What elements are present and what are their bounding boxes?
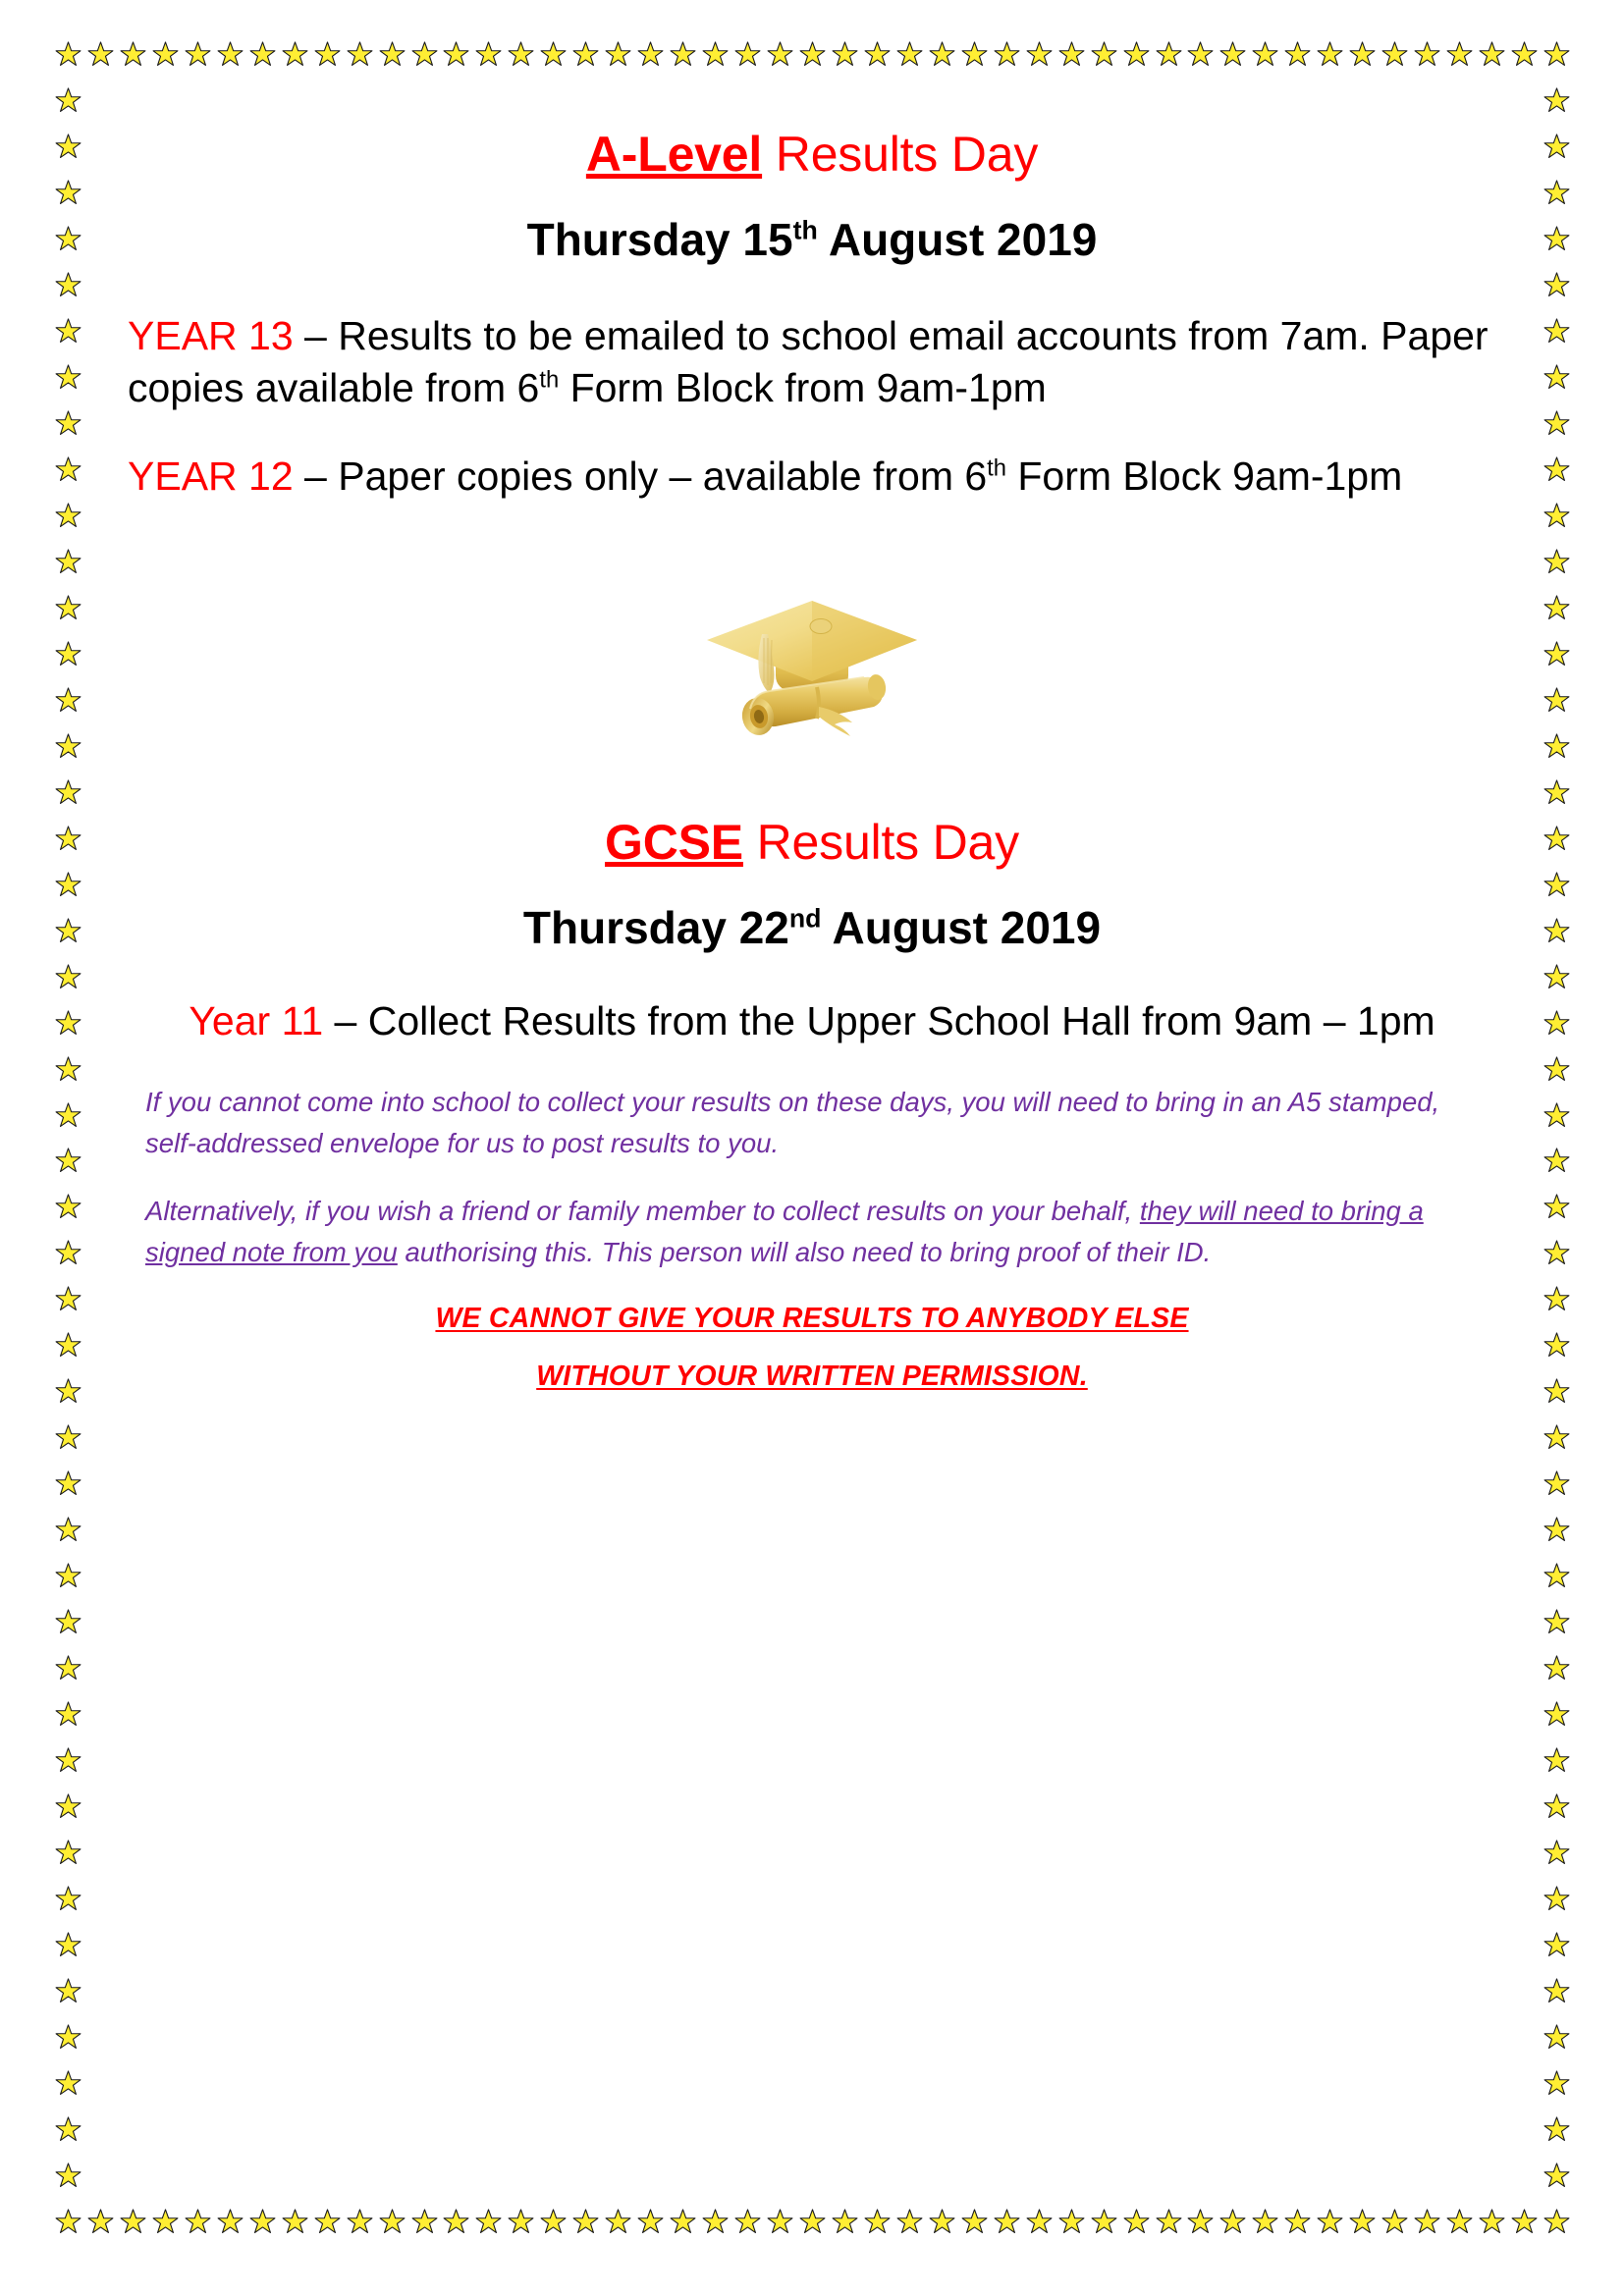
star-icon-left (55, 1701, 81, 1727)
star-icon-bottom (1543, 2209, 1570, 2234)
star-icon-left (55, 1470, 81, 1496)
star-icon-left (55, 226, 81, 251)
star-icon-bottom (605, 2209, 631, 2234)
star-icon-bottom (1156, 2209, 1182, 2234)
year11-paragraph (128, 994, 1496, 1048)
gcse-date-prefix: Thursday 22 (522, 902, 789, 954)
star-icon-bottom (1414, 2209, 1440, 2234)
star-icon-right (1543, 1840, 1570, 1865)
star-icon-right (1543, 1932, 1570, 1957)
star-icon-bottom (1058, 2209, 1085, 2234)
star-icon-right (1543, 2116, 1570, 2142)
star-icon-top (864, 41, 891, 67)
year13-text-part1: – Results to be emailed to school email accounts from 7am. Paper copies available from 6 (128, 313, 1489, 411)
star-icon-top (282, 41, 308, 67)
star-icon-top (314, 41, 341, 67)
star-icon-left (55, 872, 81, 897)
star-icon-left (55, 595, 81, 620)
star-icon-top (1317, 41, 1343, 67)
star-icon-top (1479, 41, 1505, 67)
star-icon-left (55, 2070, 81, 2096)
gcse-date-rest: August 2019 (821, 902, 1102, 954)
star-icon-bottom (702, 2209, 729, 2234)
star-icon-right (1543, 779, 1570, 805)
note-proxy-part2: authorising this. This person will also need to bring proof of their ID. (397, 1237, 1212, 1268)
gcse-heading-underlined: GCSE (605, 815, 743, 871)
star-icon-bottom (1349, 2209, 1376, 2234)
star-icon-bottom (475, 2209, 502, 2234)
star-icon-top (929, 41, 955, 67)
star-icon-top (1156, 41, 1182, 67)
star-icon-bottom (1446, 2209, 1473, 2234)
star-icon-right (1543, 733, 1570, 759)
star-icon-left (55, 826, 81, 851)
star-icon-left (55, 1932, 81, 1957)
star-icon-top (217, 41, 244, 67)
star-icon-right (1543, 1424, 1570, 1450)
year12-label: YEAR 12 (128, 453, 294, 499)
star-icon-right (1543, 1378, 1570, 1404)
star-icon-left (55, 964, 81, 989)
alevel-heading-underlined: A-Level (585, 127, 763, 182)
star-icon-bottom (929, 2209, 955, 2234)
star-icon-left (55, 1655, 81, 1681)
star-icon-right (1543, 1747, 1570, 1773)
star-icon-top (832, 41, 858, 67)
star-icon-left (55, 1563, 81, 1588)
star-icon-bottom (961, 2209, 988, 2234)
star-icon-bottom (832, 2209, 858, 2234)
star-icon-right (1543, 1655, 1570, 1681)
star-icon-top (1187, 41, 1214, 67)
star-icon-top (1349, 41, 1376, 67)
star-icon-left (55, 733, 81, 759)
warning-line-2: WITHOUT YOUR WRITTEN PERMISSION. (536, 1360, 1088, 1392)
star-icon-right (1543, 1563, 1570, 1588)
star-icon-bottom (217, 2209, 244, 2234)
star-icon-bottom (120, 2209, 146, 2234)
star-icon-left (55, 1424, 81, 1450)
star-icon-left (55, 2024, 81, 2050)
star-icon-right (1543, 2024, 1570, 2050)
star-icon-top (443, 41, 469, 67)
warning-section (128, 1303, 1496, 1393)
star-icon-right (1543, 1886, 1570, 1911)
star-icon-right (1543, 272, 1570, 297)
star-icon-top (637, 41, 664, 67)
star-icon-left (55, 410, 81, 436)
star-icon-top (605, 41, 631, 67)
star-icon-bottom (734, 2209, 761, 2234)
year11-text: – Collect Results from the Upper School Hall from 9am – 1pm (323, 998, 1435, 1044)
star-icon-bottom (864, 2209, 891, 2234)
star-icon-left (55, 1102, 81, 1128)
star-icon-top (1381, 41, 1408, 67)
star-icon-left (55, 1609, 81, 1634)
star-icon-bottom (896, 2209, 923, 2234)
star-icon-top (55, 41, 81, 67)
star-icon-left (55, 1056, 81, 1082)
poster-content (128, 94, 1496, 1393)
star-icon-right (1543, 133, 1570, 159)
star-icon-top (87, 41, 114, 67)
star-icon-right (1543, 2163, 1570, 2188)
star-icon-bottom (87, 2209, 114, 2234)
star-icon-bottom (347, 2209, 373, 2234)
star-icon-left (55, 1332, 81, 1358)
star-icon-bottom (1123, 2209, 1150, 2234)
star-icon-right (1543, 1056, 1570, 1082)
star-icon-left (55, 1517, 81, 1542)
star-icon-bottom (572, 2209, 599, 2234)
star-icon-bottom (1091, 2209, 1117, 2234)
star-icon-right (1543, 87, 1570, 113)
note-proxy-underlined: they will need to bring a signed note from you (145, 1196, 1424, 1268)
star-icon-top (508, 41, 534, 67)
star-icon-top (1123, 41, 1150, 67)
star-icon-left (55, 272, 81, 297)
star-icon-bottom (637, 2209, 664, 2234)
star-icon-right (1543, 687, 1570, 713)
gcse-section (128, 814, 1496, 1048)
star-icon-bottom (1219, 2209, 1246, 2234)
star-icon-top (767, 41, 793, 67)
alevel-date-rest: August 2019 (817, 214, 1098, 265)
star-icon-top (120, 41, 146, 67)
star-icon-top (152, 41, 179, 67)
note-proxy (145, 1191, 1479, 1273)
star-icon-right (1543, 1286, 1570, 1311)
star-icon-right (1543, 503, 1570, 528)
star-icon-bottom (55, 2209, 81, 2234)
star-icon-top (1414, 41, 1440, 67)
star-icon-right (1543, 1470, 1570, 1496)
star-icon-bottom (540, 2209, 567, 2234)
star-icon-top (572, 41, 599, 67)
star-icon-left (55, 779, 81, 805)
note-proxy-part1: Alternatively, if you wish a friend or family member to collect results on your behalf, (145, 1196, 1140, 1227)
star-icon-left (55, 87, 81, 113)
star-icon-bottom (767, 2209, 793, 2234)
note-postal: If you cannot come into school to collect your results on these days, you will need to bring in an A5 stamped, self-addressed envelope for us to post results to you. (145, 1086, 1440, 1158)
alevel-date-prefix: Thursday 15 (526, 214, 793, 265)
gcse-date-ordinal: nd (788, 903, 822, 934)
star-icon-top (185, 41, 211, 67)
star-icon-left (55, 2163, 81, 2188)
star-icon-left (55, 1010, 81, 1036)
star-icon-left (55, 1840, 81, 1865)
star-icon-left (55, 1286, 81, 1311)
star-icon-right (1543, 1517, 1570, 1542)
star-icon-top (734, 41, 761, 67)
star-icon-bottom (379, 2209, 406, 2234)
star-icon-bottom (185, 2209, 211, 2234)
star-icon-top (1091, 41, 1117, 67)
star-icon-top (961, 41, 988, 67)
star-icon-top (249, 41, 276, 67)
star-icon-right (1543, 1240, 1570, 1265)
star-icon-top (799, 41, 826, 67)
star-icon-left (55, 687, 81, 713)
star-icon-left (55, 1747, 81, 1773)
year12-ordinal: th (987, 454, 1006, 482)
star-icon-left (55, 1978, 81, 2003)
star-icon-top (1446, 41, 1473, 67)
star-icon-top (670, 41, 696, 67)
star-icon-left (55, 1378, 81, 1404)
star-icon-bottom (411, 2209, 438, 2234)
year13-text-part2: Form Block from 9am-1pm (559, 365, 1047, 411)
star-icon-top (1219, 41, 1246, 67)
star-icon-right (1543, 1978, 1570, 2003)
star-icon-right (1543, 826, 1570, 851)
graduation-cap-icon (699, 573, 925, 750)
star-icon-bottom (1026, 2209, 1053, 2234)
notes-section (128, 1082, 1496, 1273)
star-icon-right (1543, 1609, 1570, 1634)
year12-text-part1: – Paper copies only – available from 6 (293, 453, 988, 499)
star-icon-left (55, 549, 81, 574)
star-icon-bottom (1187, 2209, 1214, 2234)
star-icon-bottom (1479, 2209, 1505, 2234)
gcse-date (128, 901, 1496, 955)
star-icon-top (1543, 41, 1570, 67)
graduation-graphic-wrapper (128, 573, 1496, 755)
star-icon-right (1543, 1010, 1570, 1036)
star-icon-left (55, 503, 81, 528)
star-icon-bottom (314, 2209, 341, 2234)
year12-paragraph (128, 451, 1496, 503)
star-icon-right (1543, 964, 1570, 989)
star-icon-top (1026, 41, 1053, 67)
star-icon-bottom (1284, 2209, 1311, 2234)
star-icon-top (1511, 41, 1538, 67)
star-icon-top (540, 41, 567, 67)
star-icon-bottom (508, 2209, 534, 2234)
year13-label: YEAR 13 (128, 313, 294, 359)
star-icon-bottom (1317, 2209, 1343, 2234)
star-icon-right (1543, 1701, 1570, 1727)
star-icon-bottom (443, 2209, 469, 2234)
star-icon-left (55, 456, 81, 482)
star-icon-top (347, 41, 373, 67)
star-icon-right (1543, 1332, 1570, 1358)
gcse-heading (128, 814, 1496, 872)
star-icon-right (1543, 2070, 1570, 2096)
star-icon-right (1543, 1194, 1570, 1219)
star-icon-bottom (1511, 2209, 1538, 2234)
warning-line-1: WE CANNOT GIVE YOUR RESULTS TO ANYBODY ELSE (435, 1302, 1189, 1334)
star-icon-bottom (799, 2209, 826, 2234)
star-icon-left (55, 1793, 81, 1819)
star-icon-top (896, 41, 923, 67)
star-icon-top (1252, 41, 1278, 67)
star-icon-left (55, 1886, 81, 1911)
star-icon-left (55, 918, 81, 943)
star-icon-right (1543, 410, 1570, 436)
star-icon-left (55, 2116, 81, 2142)
star-icon-right (1543, 1102, 1570, 1128)
star-icon-left (55, 1240, 81, 1265)
star-icon-left (55, 180, 81, 205)
star-icon-bottom (994, 2209, 1020, 2234)
star-icon-top (475, 41, 502, 67)
star-icon-top (411, 41, 438, 67)
star-icon-left (55, 318, 81, 344)
star-icon-left (55, 1194, 81, 1219)
star-icon-bottom (1381, 2209, 1408, 2234)
star-icon-right (1543, 1793, 1570, 1819)
star-icon-bottom (282, 2209, 308, 2234)
year11-label: Year 11 (189, 998, 324, 1044)
year12-text-part2: Form Block 9am-1pm (1006, 453, 1403, 499)
alevel-heading-rest: Results Day (762, 127, 1039, 182)
star-icon-bottom (249, 2209, 276, 2234)
star-icon-right (1543, 918, 1570, 943)
star-icon-top (379, 41, 406, 67)
star-icon-left (55, 1148, 81, 1173)
star-icon-top (702, 41, 729, 67)
star-icon-right (1543, 1148, 1570, 1173)
year13-ordinal: th (539, 366, 560, 394)
gcse-heading-rest: Results Day (742, 815, 1019, 871)
star-icon-top (994, 41, 1020, 67)
star-icon-right (1543, 364, 1570, 390)
alevel-date (128, 213, 1496, 267)
star-icon-bottom (1252, 2209, 1278, 2234)
alevel-heading (128, 126, 1496, 184)
alevel-section (128, 126, 1496, 503)
star-icon-right (1543, 641, 1570, 667)
star-icon-left (55, 133, 81, 159)
star-icon-right (1543, 318, 1570, 344)
star-icon-bottom (152, 2209, 179, 2234)
star-icon-top (1058, 41, 1085, 67)
star-icon-right (1543, 226, 1570, 251)
star-icon-bottom (670, 2209, 696, 2234)
year13-paragraph (128, 310, 1496, 415)
alevel-date-ordinal: th (792, 215, 818, 245)
star-icon-right (1543, 872, 1570, 897)
star-icon-right (1543, 456, 1570, 482)
star-icon-left (55, 364, 81, 390)
star-icon-right (1543, 549, 1570, 574)
star-icon-top (1284, 41, 1311, 67)
star-icon-right (1543, 595, 1570, 620)
star-icon-right (1543, 180, 1570, 205)
star-icon-left (55, 641, 81, 667)
